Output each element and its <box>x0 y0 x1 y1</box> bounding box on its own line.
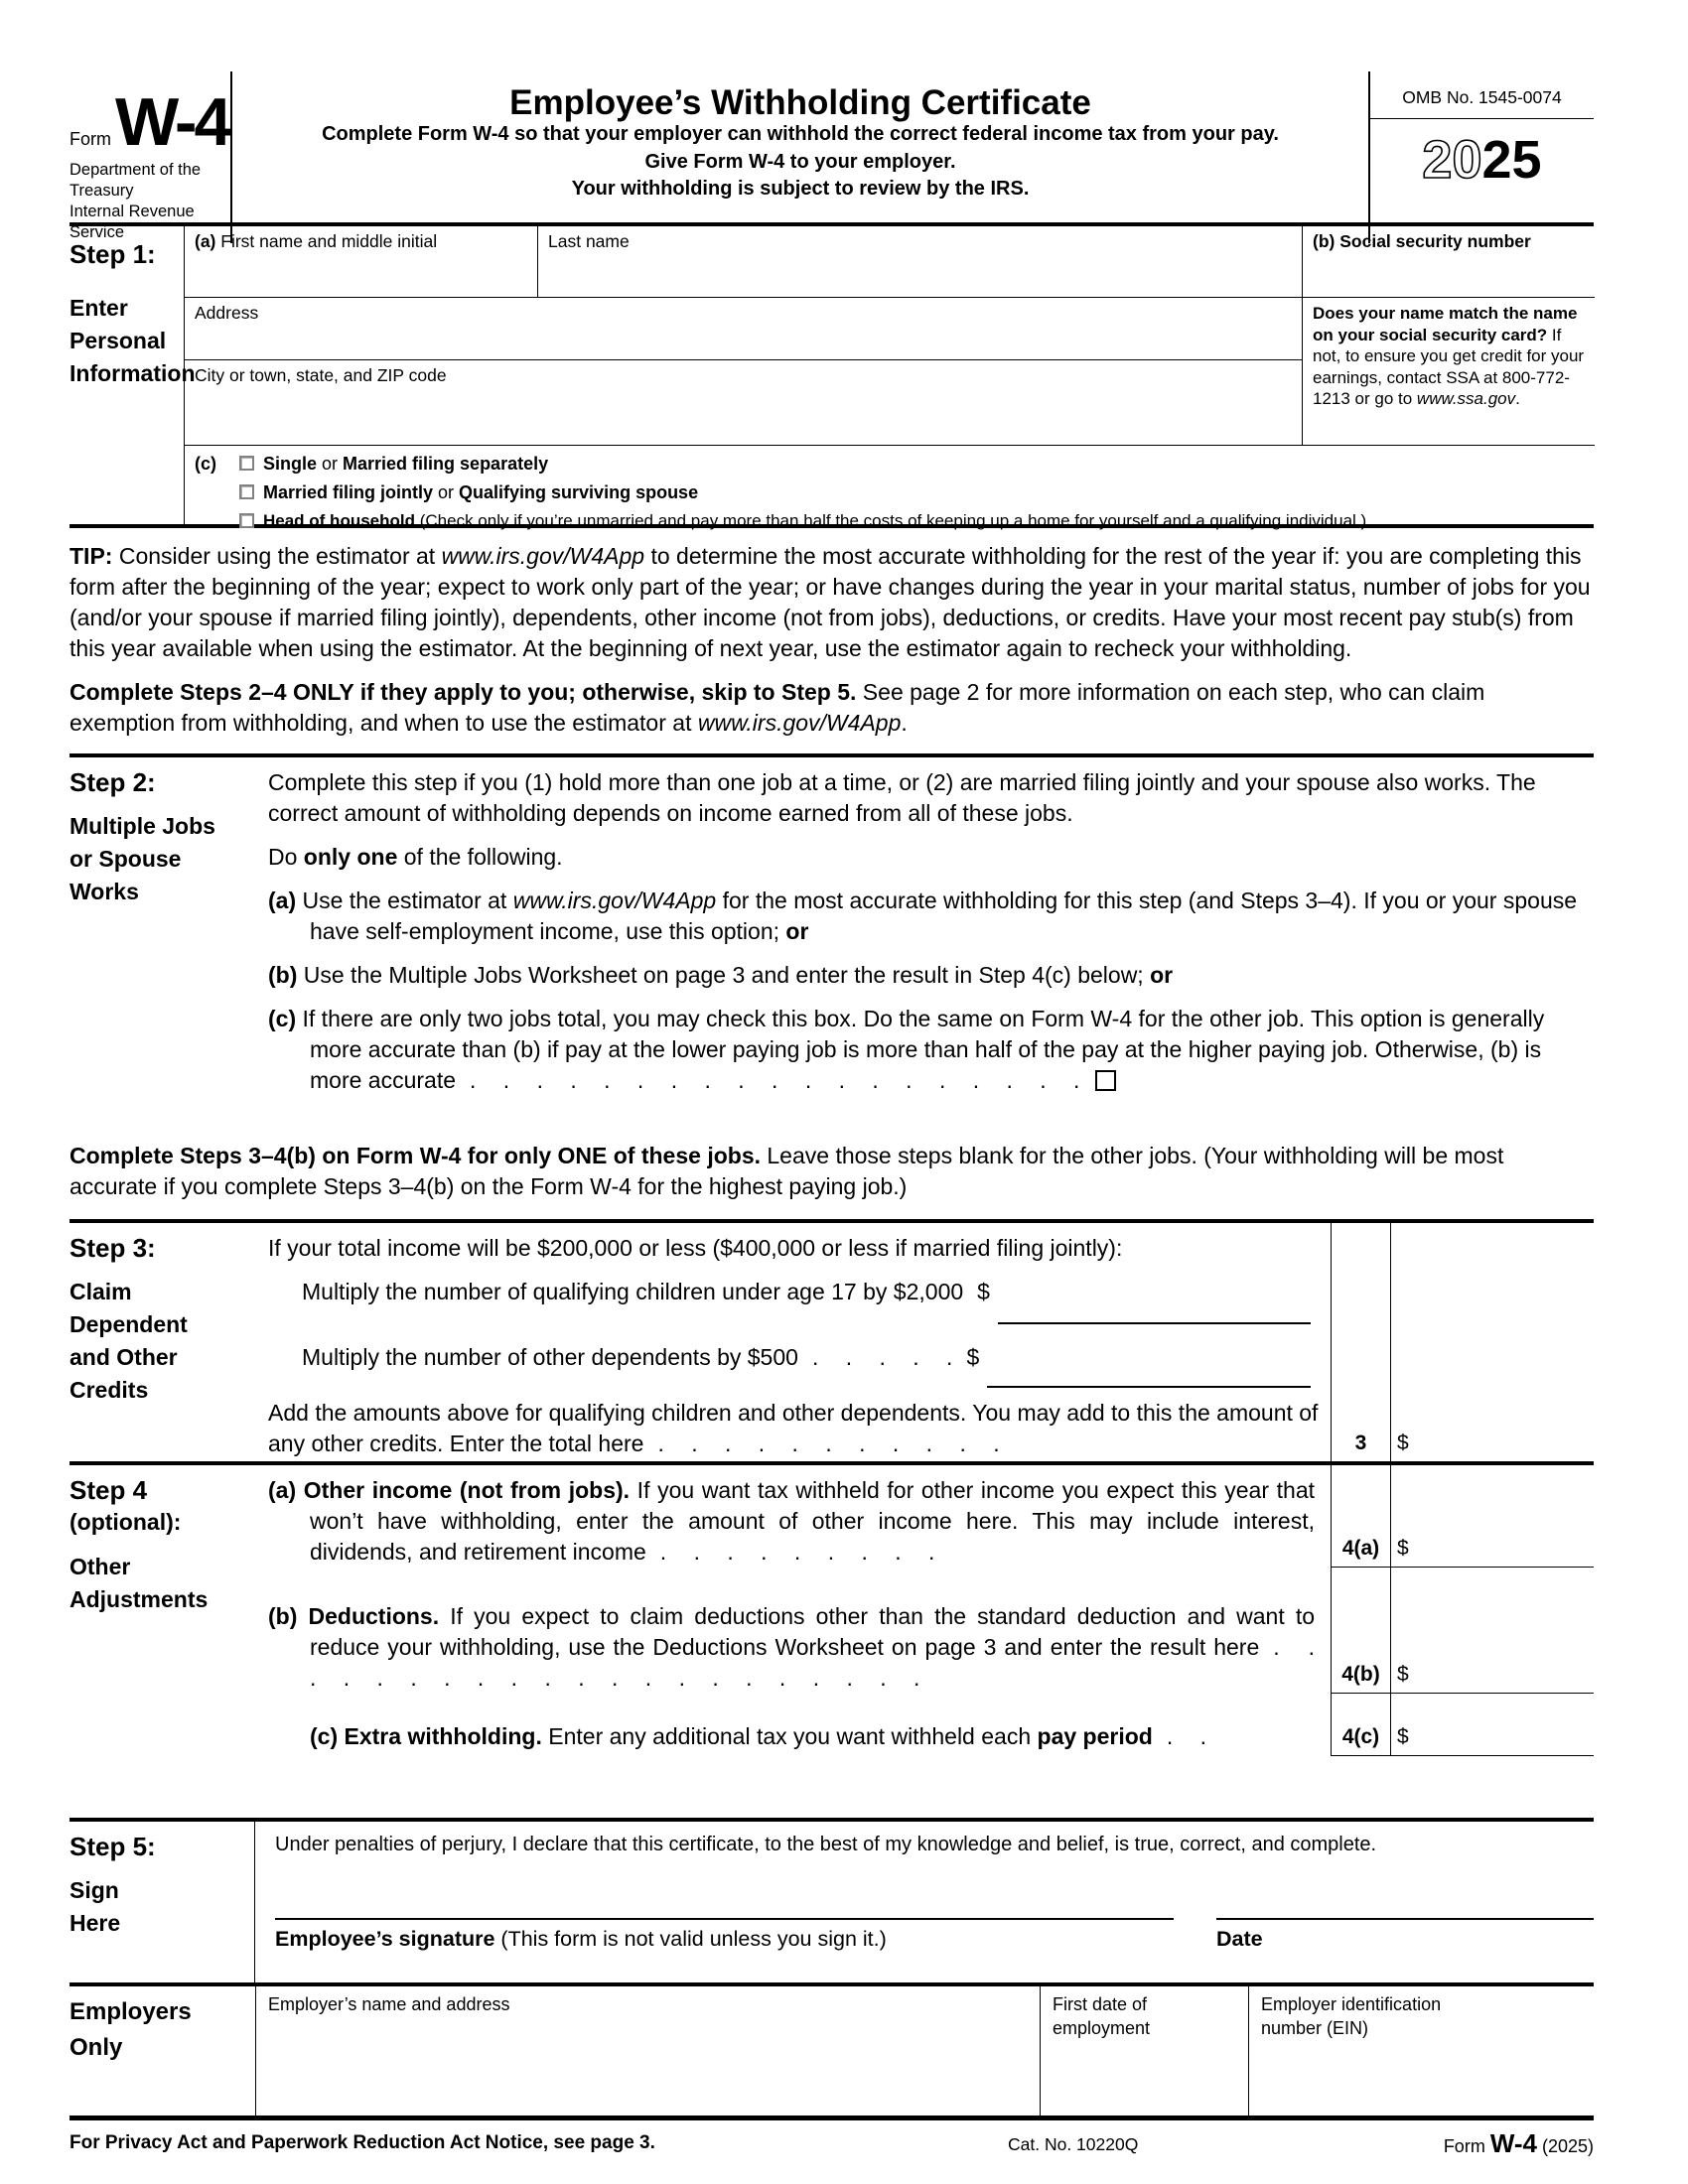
step3-children-text: Multiply the number of qualifying children under age 17 by $2,000 <box>302 1279 964 1304</box>
step4a-row: (a) Other income (not from jobs). If you want tax withheld for other income you expect this year that won’t have withholding, enter the amount of other income here. This may include interest, dividends, and retirement income . . . . . . . . . <box>268 1477 1316 1565</box>
filing-status-option-single <box>239 454 1595 475</box>
address-label: Address <box>195 303 259 323</box>
dollar-sign: $ <box>1397 1432 1409 1454</box>
dollar-sign: $ <box>1397 1725 1409 1748</box>
year-bold-digits: 25 <box>1481 130 1542 190</box>
dotted-leader: . . . . . . . . . . . <box>657 1431 1000 1456</box>
step5-section <box>70 1822 1594 1982</box>
signature-label: Employee’s signature (This form is not valid unless you sign it.) <box>275 1927 887 1951</box>
form-subtitle-3: Your withholding is subject to review by the IRS. <box>571 178 1030 200</box>
filing-status-row <box>185 445 1595 530</box>
first-name-field[interactable] <box>185 226 537 298</box>
head-of-household-checkbox[interactable] <box>239 513 254 528</box>
step4-section <box>70 1465 1594 1818</box>
dotted-leader: . . . . . . . . . <box>659 1539 935 1565</box>
ssa-name-match-note <box>1302 298 1595 445</box>
last-name-label: Last name <box>548 231 630 251</box>
step2-label <box>70 767 268 1109</box>
step3-total-row <box>268 1392 1331 1461</box>
step5-title: Step 5: <box>70 1832 156 1861</box>
omb-number: OMB No. 1545-0074 <box>1370 71 1594 119</box>
step5-sub-1: Sign <box>70 1877 119 1903</box>
step3-section <box>70 1223 1594 1461</box>
step3-dependents-row <box>268 1328 1331 1392</box>
step2-do-only-one: Do only one of the following. <box>268 844 563 870</box>
address-field[interactable] <box>185 298 1302 360</box>
year-outline-digits: 20 <box>1422 130 1482 190</box>
step4-label <box>70 1465 268 1818</box>
step3-line-number: 3 <box>1331 1392 1390 1461</box>
form-number: W-4 <box>115 84 229 160</box>
signature-area <box>275 1918 1594 1952</box>
dollar-sign: $ <box>1397 1537 1409 1560</box>
step4c-amount-field[interactable] <box>1390 1694 1594 1756</box>
head-of-household-option-label: Head of household (Check only if you’re unmarried and pay more than half the costs of keeping up a home for yourself and a qualifying individual.) <box>263 511 1367 530</box>
step3-sub-3: and Other <box>70 1344 178 1370</box>
divider <box>70 2116 1594 2120</box>
married-jointly-checkbox[interactable] <box>239 484 254 499</box>
city-state-zip-field[interactable] <box>185 360 1302 445</box>
employers-label-2: Only <box>70 2034 123 2061</box>
form-footer-id: Form W-4 (2025) <box>1443 2128 1594 2158</box>
step2-sub-1: Multiple Jobs <box>70 813 215 839</box>
step4-sub-3: Adjustments <box>70 1586 209 1612</box>
step3-intro: If your total income will be $200,000 or less ($400,000 or less if married filing jointly): <box>268 1235 1123 1261</box>
dotted-leader: . . . . . . . . . . . . . . . . . . . <box>470 1067 1080 1093</box>
dotted-leader: . . . . . . . . . . . . . . . . . . . . . <box>310 1634 1316 1691</box>
single-checkbox[interactable] <box>239 456 254 471</box>
step3-title: Step 3: <box>70 1233 156 1263</box>
filing-status-option-married-jointly <box>239 482 1595 503</box>
step1-section <box>70 226 1594 530</box>
step1-sub-1: Enter <box>70 295 128 321</box>
dollar-sign: $ <box>966 1344 980 1370</box>
agency-line-1: Department of the Treasury <box>70 161 202 200</box>
step2-intro: Complete this step if you (1) hold more than one job at a time, or (2) are married filing jointly and your spouse also works. The correct amount of withholding depends on income earned from all of these jobs. <box>268 769 1536 826</box>
ssn-tag: (b) <box>1313 231 1336 251</box>
dotted-leader: . . <box>1166 1723 1206 1749</box>
employers-label-1: Employers <box>70 1998 192 2025</box>
estimator-url: www.irs.gov/W4App <box>441 543 645 569</box>
step5-sub-2: Here <box>70 1910 121 1936</box>
step3-numcol-spacer <box>1331 1223 1390 1265</box>
step3-numcol-spacer <box>1331 1328 1390 1392</box>
signature-gap <box>1174 1920 1216 1952</box>
ein-field[interactable] <box>1248 1986 1594 2116</box>
step4b-line-number: 4(b) <box>1331 1568 1390 1694</box>
first-date-employment-field[interactable] <box>1040 1986 1248 2116</box>
step3-dollarcol-spacer <box>1390 1265 1594 1328</box>
dollar-sign: $ <box>977 1279 990 1304</box>
ssn-field[interactable] <box>1302 226 1595 298</box>
employers-only-section <box>70 1986 1594 2116</box>
form-word-label: Form <box>70 129 111 149</box>
step3-children-row <box>268 1265 1331 1328</box>
step3-dollarcol-spacer <box>1390 1328 1594 1392</box>
step3-children-amount-input[interactable] <box>998 1300 1311 1324</box>
last-name-field[interactable] <box>537 226 1302 298</box>
step2-sub-2: or Spouse <box>70 846 182 872</box>
step3-dependents-amount-input[interactable] <box>987 1364 1311 1388</box>
married-jointly-option-label: Married filing jointly or Qualifying surviving spouse <box>263 482 699 502</box>
step2-section <box>70 757 1594 1125</box>
step5-body <box>255 1822 1594 1982</box>
step4a-line-number: 4(a) <box>1331 1465 1390 1568</box>
step2-body <box>268 767 1594 1109</box>
perjury-declaration: Under penalties of perjury, I declare that this certificate, to the best of my knowledge and belief, is true, correct, and complete. <box>275 1834 1377 1855</box>
city-label: City or town, state, and ZIP code <box>195 365 447 385</box>
step2-option-b: (b) Use the Multiple Jobs Worksheet on page 3 and enter the result in Step 4(c) below; or <box>268 962 1174 988</box>
step4b-amount-field[interactable] <box>1390 1568 1594 1694</box>
step2-option-a: (a) Use the estimator at www.irs.gov/W4App for the most accurate withholding for this step (and Steps 3–4). If you or your spouse have self-employment income, use this option; or <box>268 887 1578 944</box>
step4-title: Step 4 <box>70 1475 148 1505</box>
first-date-label-2: employment <box>1053 2018 1151 2038</box>
steps-2-4-note: Complete Steps 2–4 ONLY if they apply to you; otherwise, skip to Step 5. See page 2 for more information on each step, who can claim exemption from withholding, and when to use the estimator at www.irs.gov/W4App. <box>70 679 1485 736</box>
step4-sub-2: Other <box>70 1554 131 1579</box>
step2-option-c: (c) If there are only two jobs total, you may check this box. Do the same on Form W-4 for the other job. This option is generally more accurate than (b) if pay at the lower paying job is more than half of the pay at the higher paying job. Otherwise, (b) is more accurate . . . . . . . . . . . . . . . . . . . <box>268 1006 1545 1093</box>
first-date-label-1: First date of <box>1053 1994 1148 2014</box>
step3-dependents-text: Multiply the number of other dependents by $500 <box>302 1344 798 1370</box>
step4-grid <box>268 1465 1594 1818</box>
step3-sub-1: Claim <box>70 1279 132 1304</box>
step3-total-amount-field[interactable] <box>1390 1392 1594 1461</box>
steps-3-4b-note: Complete Steps 3–4(b) on Form W-4 for only ONE of these jobs. Leave those steps blank for the other jobs. (Your withholding will be most accurate if you complete Steps 3–4(b) on the Form W-4 for the highest paying job.) <box>70 1143 1504 1199</box>
step2-sub-3: Works <box>70 879 139 904</box>
catalog-number: Cat. No. 10220Q <box>1008 2134 1139 2154</box>
form-year <box>1370 130 1594 190</box>
ein-label-2: number (EIN) <box>1261 2018 1369 2038</box>
step4c-row: (c) Extra withholding. Enter any additional tax you want withheld each pay period . . <box>310 1723 1206 1749</box>
step3-label <box>70 1223 268 1461</box>
employers-only-label <box>70 1986 255 2116</box>
form-title-block <box>230 71 1370 243</box>
ssa-note-text: If not, to ensure you get credit for your earnings, contact SSA at 800-772-1213 or go to <box>1313 325 1585 408</box>
ssn-label: Social security number <box>1339 231 1531 251</box>
estimator-url: www.irs.gov/W4App <box>512 887 717 913</box>
date-label: Date <box>1216 1927 1263 1951</box>
form-subtitle-1: Complete Form W-4 so that your employer can withhold the correct federal income tax from your pay. <box>322 123 1279 145</box>
step5-label <box>70 1822 255 1982</box>
footer-form-number: W-4 <box>1489 2128 1537 2158</box>
form-logo-block <box>70 71 230 243</box>
step3-sub-2: Dependent <box>70 1311 188 1337</box>
step3-sub-4: Credits <box>70 1377 149 1403</box>
step3-total-text: Add the amounts above for qualifying children and other dependents. You may add to this the amount of any other credits. Enter the total here <box>268 1400 1319 1456</box>
step2c-two-jobs-checkbox[interactable] <box>1095 1070 1116 1091</box>
dotted-leader: . . . . . <box>811 1344 953 1370</box>
step4c-line-number: 4(c) <box>1331 1694 1390 1756</box>
form-footer <box>70 2128 1594 2162</box>
step4a-amount-field[interactable] <box>1390 1465 1594 1568</box>
first-name-tag: (a) <box>195 231 216 251</box>
ssa-url: www.ssa.gov <box>1416 389 1516 408</box>
step4b-row: (b) Deductions. If you expect to claim deductions other than the standard deduction and want to reduce your withholding, use the Deductions Worksheet on page 3 and enter the result here . . . . . . . . . . . . . . . . . . . . . <box>268 1603 1316 1691</box>
agency-line-2: Internal Revenue Service <box>70 203 195 241</box>
dollar-sign: $ <box>1397 1663 1409 1686</box>
step3-dollarcol-spacer <box>1390 1223 1594 1265</box>
step3-grid <box>268 1223 1594 1461</box>
single-option-label: Single or Married filing separately <box>263 454 549 474</box>
filing-status-tag: (c) <box>195 454 216 474</box>
omb-year-block <box>1370 71 1594 243</box>
estimator-url: www.irs.gov/W4App <box>697 710 902 736</box>
ssa-note-bold: Does your name match the name on your social security card? <box>1313 304 1578 344</box>
employer-name-address-field[interactable] <box>255 1986 1040 2116</box>
step1-sub-3: Information <box>70 360 196 386</box>
privacy-act-notice: For Privacy Act and Paperwork Reduction Act Notice, see page 3. <box>70 2132 655 2153</box>
employer-name-address-label: Employer’s name and address <box>268 1994 510 2014</box>
step1-fields <box>184 226 1594 530</box>
form-subtitle-2: Give Form W-4 to your employer. <box>644 150 956 173</box>
tip-label: TIP: <box>70 543 113 569</box>
step2-title: Step 2: <box>70 767 156 797</box>
filing-status-option-head-of-household <box>239 511 1595 531</box>
step1-label <box>70 226 196 524</box>
form-title: Employee’s Withholding Certificate <box>509 83 1091 122</box>
step1-sub-2: Personal <box>70 328 167 353</box>
first-name-label: First name and middle initial <box>220 231 438 251</box>
ein-label-1: Employer identification <box>1261 1994 1442 2014</box>
step4-sub-1: (optional): <box>70 1509 182 1535</box>
ssa-period: . <box>1515 389 1520 408</box>
tip-paragraph: TIP: Consider using the estimator at www.irs.gov/W4App to determine the most accurate withholding for the rest of the year if: you are completing this form after the beginning of the year; expect to work only part of the year; or have changes during the year in your marital status, number of jobs for you (and/or your spouse if married filing jointly), dependents, other income (not from jobs), deductions, or credits. Have your most recent pay stub(s) from this year available when using the estimator. At the beginning of next year, use the estimator again to recheck your withholding. <box>70 543 1591 661</box>
form-sheet <box>70 71 1594 2162</box>
step3-numcol-spacer <box>1331 1265 1390 1328</box>
step1-title: Step 1: <box>70 239 156 269</box>
step4-bottom-spacer <box>268 1756 1594 1818</box>
